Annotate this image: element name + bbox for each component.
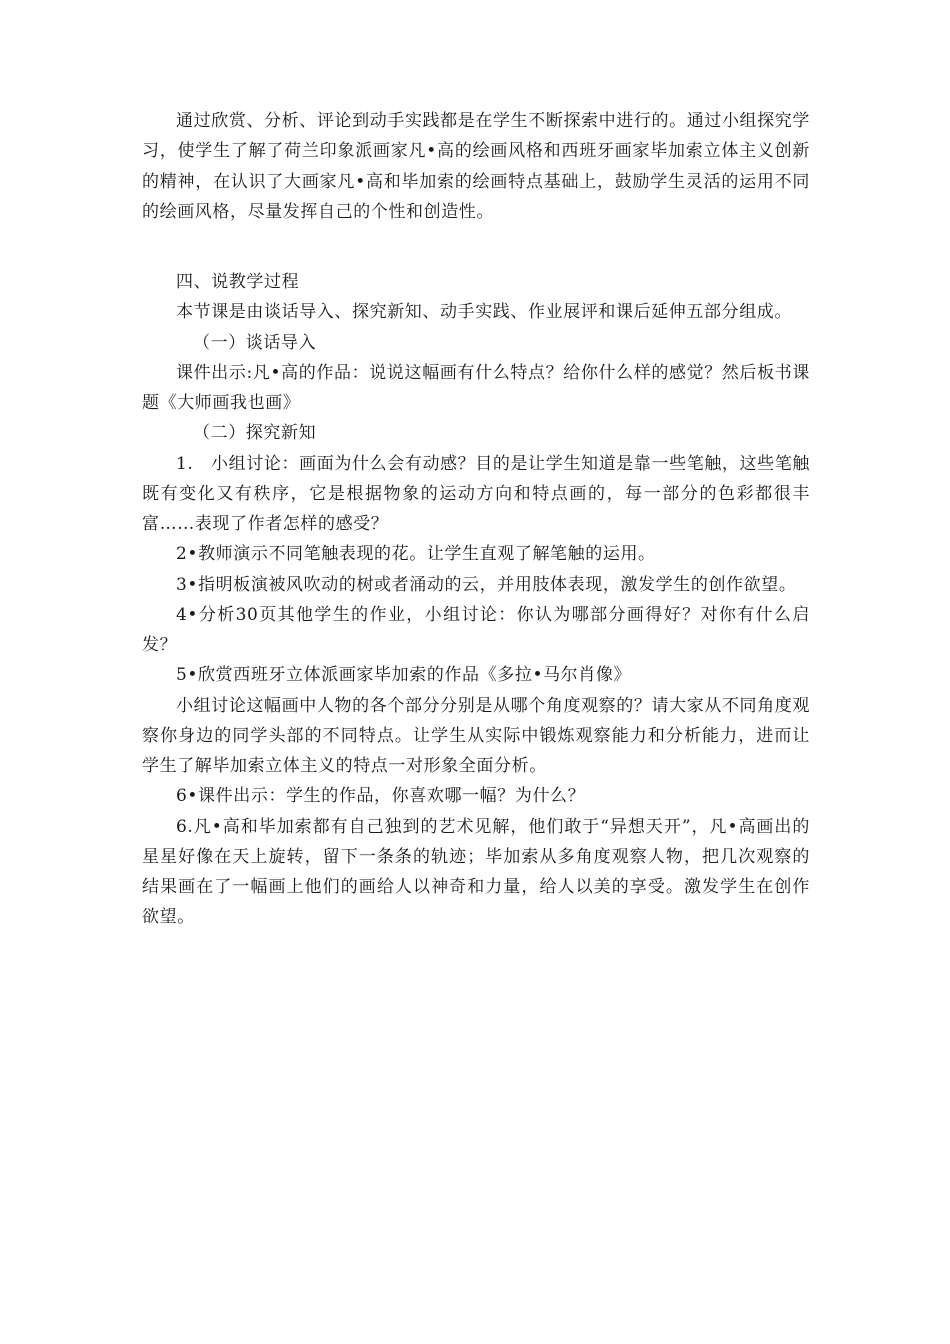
section-overview: 本节课是由谈话导入、探究新知、动手实践、作业展评和课后延伸五部分组成。: [176, 302, 792, 323]
document-body: [142, 106, 810, 933]
intro-paragraph: 通过欣赏、分析、评论到动手实践都是在学生不断探索中进行的。通过小组探究学习，使学生了解了荷兰印象派画家凡•高的绘画风格和西班牙画家毕加索立体主义创新的精神，在认识了大画家凡•高和毕加索的绘画特点基础上，鼓励学生灵活的运用不同的绘画风格，尽量发挥自己的个性和创造性。: [142, 111, 810, 222]
part2-heading: （二）探究新知: [193, 423, 317, 444]
part1-text: 课件出示:凡•高的作品：说说这幅画有什么特点？给你什么样的感觉？然后板书课题《大师画我也画》: [142, 362, 810, 413]
part2-item-6-summary: 6.凡•高和毕加索都有自己独到的艺术见解，他们敢于“异想天开”，凡•高画出的星星好像在天上旋转，留下一条条的轨迹；毕加索从多角度观察人物，把几次观察的结果画在了一幅画上他们的画给人以神奇和力量，给人以美的享受。激发学生在创作欲望。: [142, 816, 810, 928]
part2-item-4: 4•分析30页其他学生的作业，小组讨论：你认为哪部分画得好？对你有什么启发？: [142, 604, 810, 655]
part2-item-5: 5•欣赏西班牙立体派画家毕加索的作品《多拉•马尔肖像》: [176, 665, 632, 686]
paragraph-gap: [142, 227, 810, 267]
part2-item-1: 1. 小组讨论：画面为什么会有动感？目的是让学生知道是靠一些笔触，这些笔触既有变化又有秩序，它是根据物象的运动方向和特点画的，每一部分的色彩都很丰富……表现了作者怎样的感受？: [142, 453, 810, 534]
part2-item-2: 2•教师演示不同笔触表现的花。让学生直观了解笔触的运用。: [176, 544, 656, 565]
section-heading: 四、说教学过程: [176, 272, 300, 292]
part2-item-3: 3•指明板演被风吹动的树或者涌动的云，并用肢体表现，激发学生的创作欲望。: [176, 574, 797, 595]
part1-heading: （一）谈话导入: [193, 332, 317, 353]
part2-item-6: 6•课件出示：学生的作品，你喜欢哪一幅？为什么？: [176, 786, 586, 807]
part2-item-5-discussion: 小组讨论这幅画中人物的各个部分分别是从哪个角度观察的？请大家从不同角度观察你身边的同学头部的不同特点。让学生从实际中锻炼观察能力和分析能力，进而让学生了解毕加索立体主义的特点一对形象全面分析。: [142, 695, 810, 776]
